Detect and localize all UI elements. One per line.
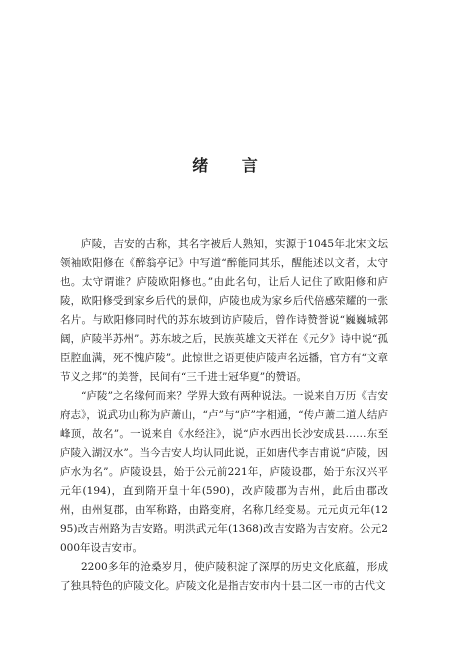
chapter-title: 绪 言	[192, 156, 272, 175]
paragraph-3: 2200多年的沧桑岁月，使庐陵积淀了深厚的历史文化底蕴，形成了独具特色的庐陵文化。庐陵文化是指吉安市内十县二区一市的古代文	[60, 561, 388, 592]
paragraph-2: “庐陵”之名缘何而来？学界大致有两种说法。一说来自万历《吉安府志》，说武功山称为庐萧山，“卢”与“庐”字相通，“传卢萧二道人结庐峰顶，故名”。一说来自《水经注》，说“庐水西出长沙安成县……东至庐陵入湖汉水”。当今吉安人均认同此说，正如唐代李吉甫说“庐陵，因庐水为名”。庐陵设县，始于公元前221年，庐陵设郡，始于东汉兴平元年(194)，直到隋开皇十年(590)，改庐陵郡为吉州，此后由郡改州，由州复郡，由军称路，由路变府，名称几经变易。元元贞元年(1295)改吉州路为吉安路。明洪武元年(1368)改吉安路为吉安府。公元2000年设吉安市。	[60, 390, 388, 554]
body-text	[60, 235, 388, 596]
paragraph-1: 庐陵，吉安的古称，其名字被后人熟知，实源于1045年北宋文坛领袖欧阳修在《醉翁亭记》中写道“醉能同其乐，醒能述以文者，太守也。太守谓谁？庐陵欧阳修也。”由此名句，让后人记住了欧阳修和庐陵，欧阳修受到家乡后代的景仰，庐陵也成为家乡后代倍感荣耀的一张名片。与欧阳修同时代的苏东坡到访庐陵后，曾作诗赞誉说“巍巍城郭阔，庐陵半苏州”。苏东坡之后，民族英雄文天祥在《元夕》诗中说“孤臣腔血满，死不愧庐陵”。此惊世之语更使庐陵声名远播，官方有“文章节义之邦”的美誉，民间有“三千进士冠华夏”的赞语。	[60, 238, 388, 383]
